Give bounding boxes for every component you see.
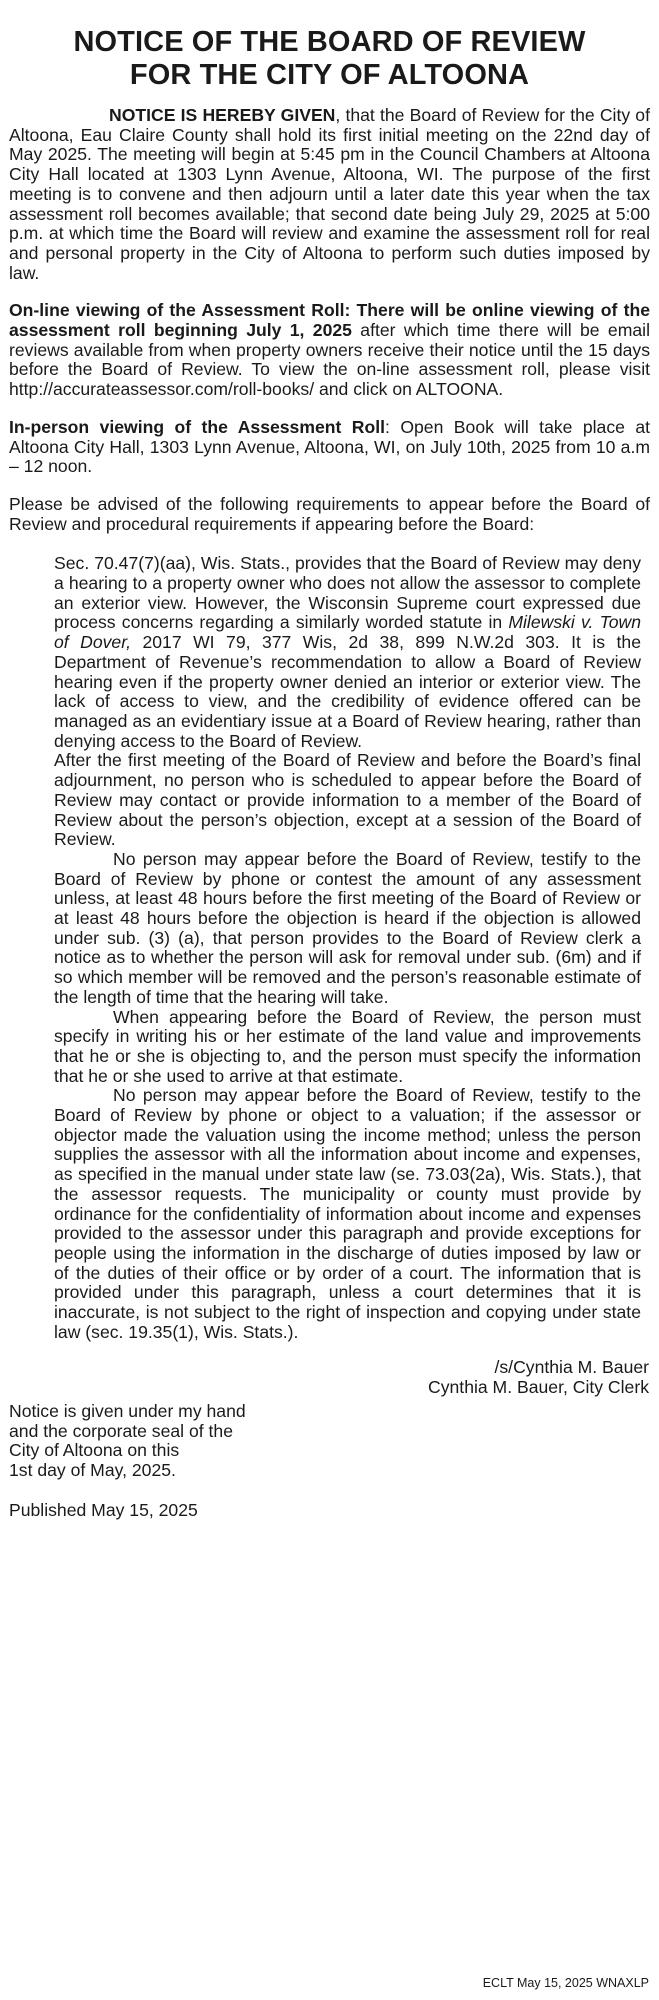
intro-text: , that the Board of Review for the City of Altoona, Eau Claire County shall hold its first initial meeting on the 22nd day of May 2025. The meeting will begin at 5:45 pm in the Council Chambers at Altoona City Hall located at 1303 Lynn Avenue, Altoona, WI. The purpose of the first meeting is to convene and then adjourn until a later date this year when the tax assessment roll becomes available; that second date being July 29, 2025 at 5:00 p.m. at which time the Board will review and examine the assessment roll for real and personal property in the City of Altoona to perform such duties imposed by law. [9, 105, 650, 283]
no-person-paragraph-1: No person may appear before the Board of Review, testify to the Board of Review by phone or contest the amount of any assessment unless, at least 48 hours before the first meeting of the Board of Review or at least 48 hours before the objection is heard if the objection is allowed under sub. (3) (a), that person provides to the Board of Review clerk a notice as to whether the person will ask for removal under sub. (6m) and if so which member will be removed and the person’s reasonable estimate of the length of time that the hearing will take. [54, 848, 641, 1007]
inperson-viewing-lead: In-person viewing of the Assessment Roll [9, 416, 386, 437]
notice-title [9, 26, 650, 92]
statute-paragraph [54, 554, 641, 751]
inperson-viewing-paragraph [9, 418, 650, 477]
after-meeting-paragraph: After the first meeting of the Board of Review and before the Board’s final adjournment, no person who is scheduled to appear before the Board of Review may contact or provide information to a member of the Board of Review about the person’s objection, except at a session of the Board of Review. [54, 750, 641, 850]
case-citation: Milewski v. Town of Dover, [54, 612, 641, 653]
signature-block [9, 1358, 650, 1397]
notice-given-line-3: City of Altoona on this [9, 1440, 180, 1461]
notice-given-line-1: Notice is given under my hand [9, 1400, 246, 1421]
intro-paragraph [9, 106, 650, 283]
online-viewing-text: after which time there will be email reviews available from when property owners receive their notice until the 15 days before the Board of Review. To view the on-line assessment roll, please visit http://accurateassessor.com/roll-books/ and click on ALTOONA. [9, 320, 650, 400]
title-line-1: NOTICE OF THE BOARD OF REVIEW [73, 26, 586, 58]
when-appearing-paragraph: When appearing before the Board of Review, the person must specify in writing his or her estimate of the land value and improvements that he or she is objecting to, and the person must specify the information that he or she used to arrive at that estimate. [54, 1006, 641, 1086]
inperson-viewing-text: : Open Book will take place at Altoona City Hall, 1303 Lynn Avenue, Altoona, WI, on July 10th, 2025 from 10 a.m – 12 noon. [9, 416, 651, 477]
signature-line: /s/Cynthia M. Bauer [494, 1357, 649, 1378]
intro-lead: NOTICE IS HEREBY GIVEN [109, 105, 336, 125]
signer-name-title: Cynthia M. Bauer, City Clerk [428, 1377, 649, 1398]
online-viewing-lead: On-line viewing of the Assessment Roll: There will be online viewing of the assessment roll beginning July 1, 2025 [9, 300, 650, 341]
notice-given-line-2: and the corporate seal of the [9, 1420, 233, 1441]
title-line-2: FOR THE CITY OF ALTOONA [129, 59, 530, 91]
statute-text-2: 2017 WI 79, 377 Wis, 2d 38, 899 N.W.2d 303. It is the Department of Revenue’s recommendation to allow a Board of Review hearing even if the property owner denied an interior or exterior view. The lack of access to view, and the credibility of evidence offered can be managed as an evidentiary issue at a Board of Review hearing, rather than denying access to the Board of Review. [54, 632, 641, 751]
online-viewing-paragraph [9, 301, 650, 400]
statute-text-1: Sec. 70.47(7)(aa), Wis. Stats., provides that the Board of Review may deny a hearing to a property owner who does not allow the assessor to complete an exterior view. However, the Wisconsin Supreme court expressed due process concerns regarding a similarly worded statute in [54, 553, 641, 633]
notice-given-block [9, 1402, 650, 1481]
requirements-section [54, 554, 641, 1342]
advised-paragraph: Please be advised of the following requirements to appear before the Board of Review and procedural requirements if appearing before the Board: [9, 493, 650, 534]
no-person-paragraph-2: No person may appear before the Board of Review, testify to the Board of Review by phone or object to a valuation; if the assessor or objector made the valuation using the income method; unless the person supplies the assessor with all the information about income and expenses, as specified in the manual under state law (se. 73.03(2a), Wis. Stats.), that the assessor requests. The municipality or county must provide by ordinance for the confidentiality of information about income and expenses provided to the assessor under this paragraph and provide exceptions for people using the information in the discharge of duties imposed by law or of the duties of their office or by order of a court. The information that is provided under this paragraph, unless a court determines that it is inaccurate, is not subject to the right of inspection and copying under state law (sec. 19.35(1), Wis. Stats.). [54, 1085, 641, 1342]
publication-reference: ECLT May 15, 2025 WNAXLP [482, 1976, 649, 1990]
published-date: Published May 15, 2025 [9, 1499, 198, 1520]
notice-given-line-4: 1st day of May, 2025. [9, 1460, 176, 1480]
